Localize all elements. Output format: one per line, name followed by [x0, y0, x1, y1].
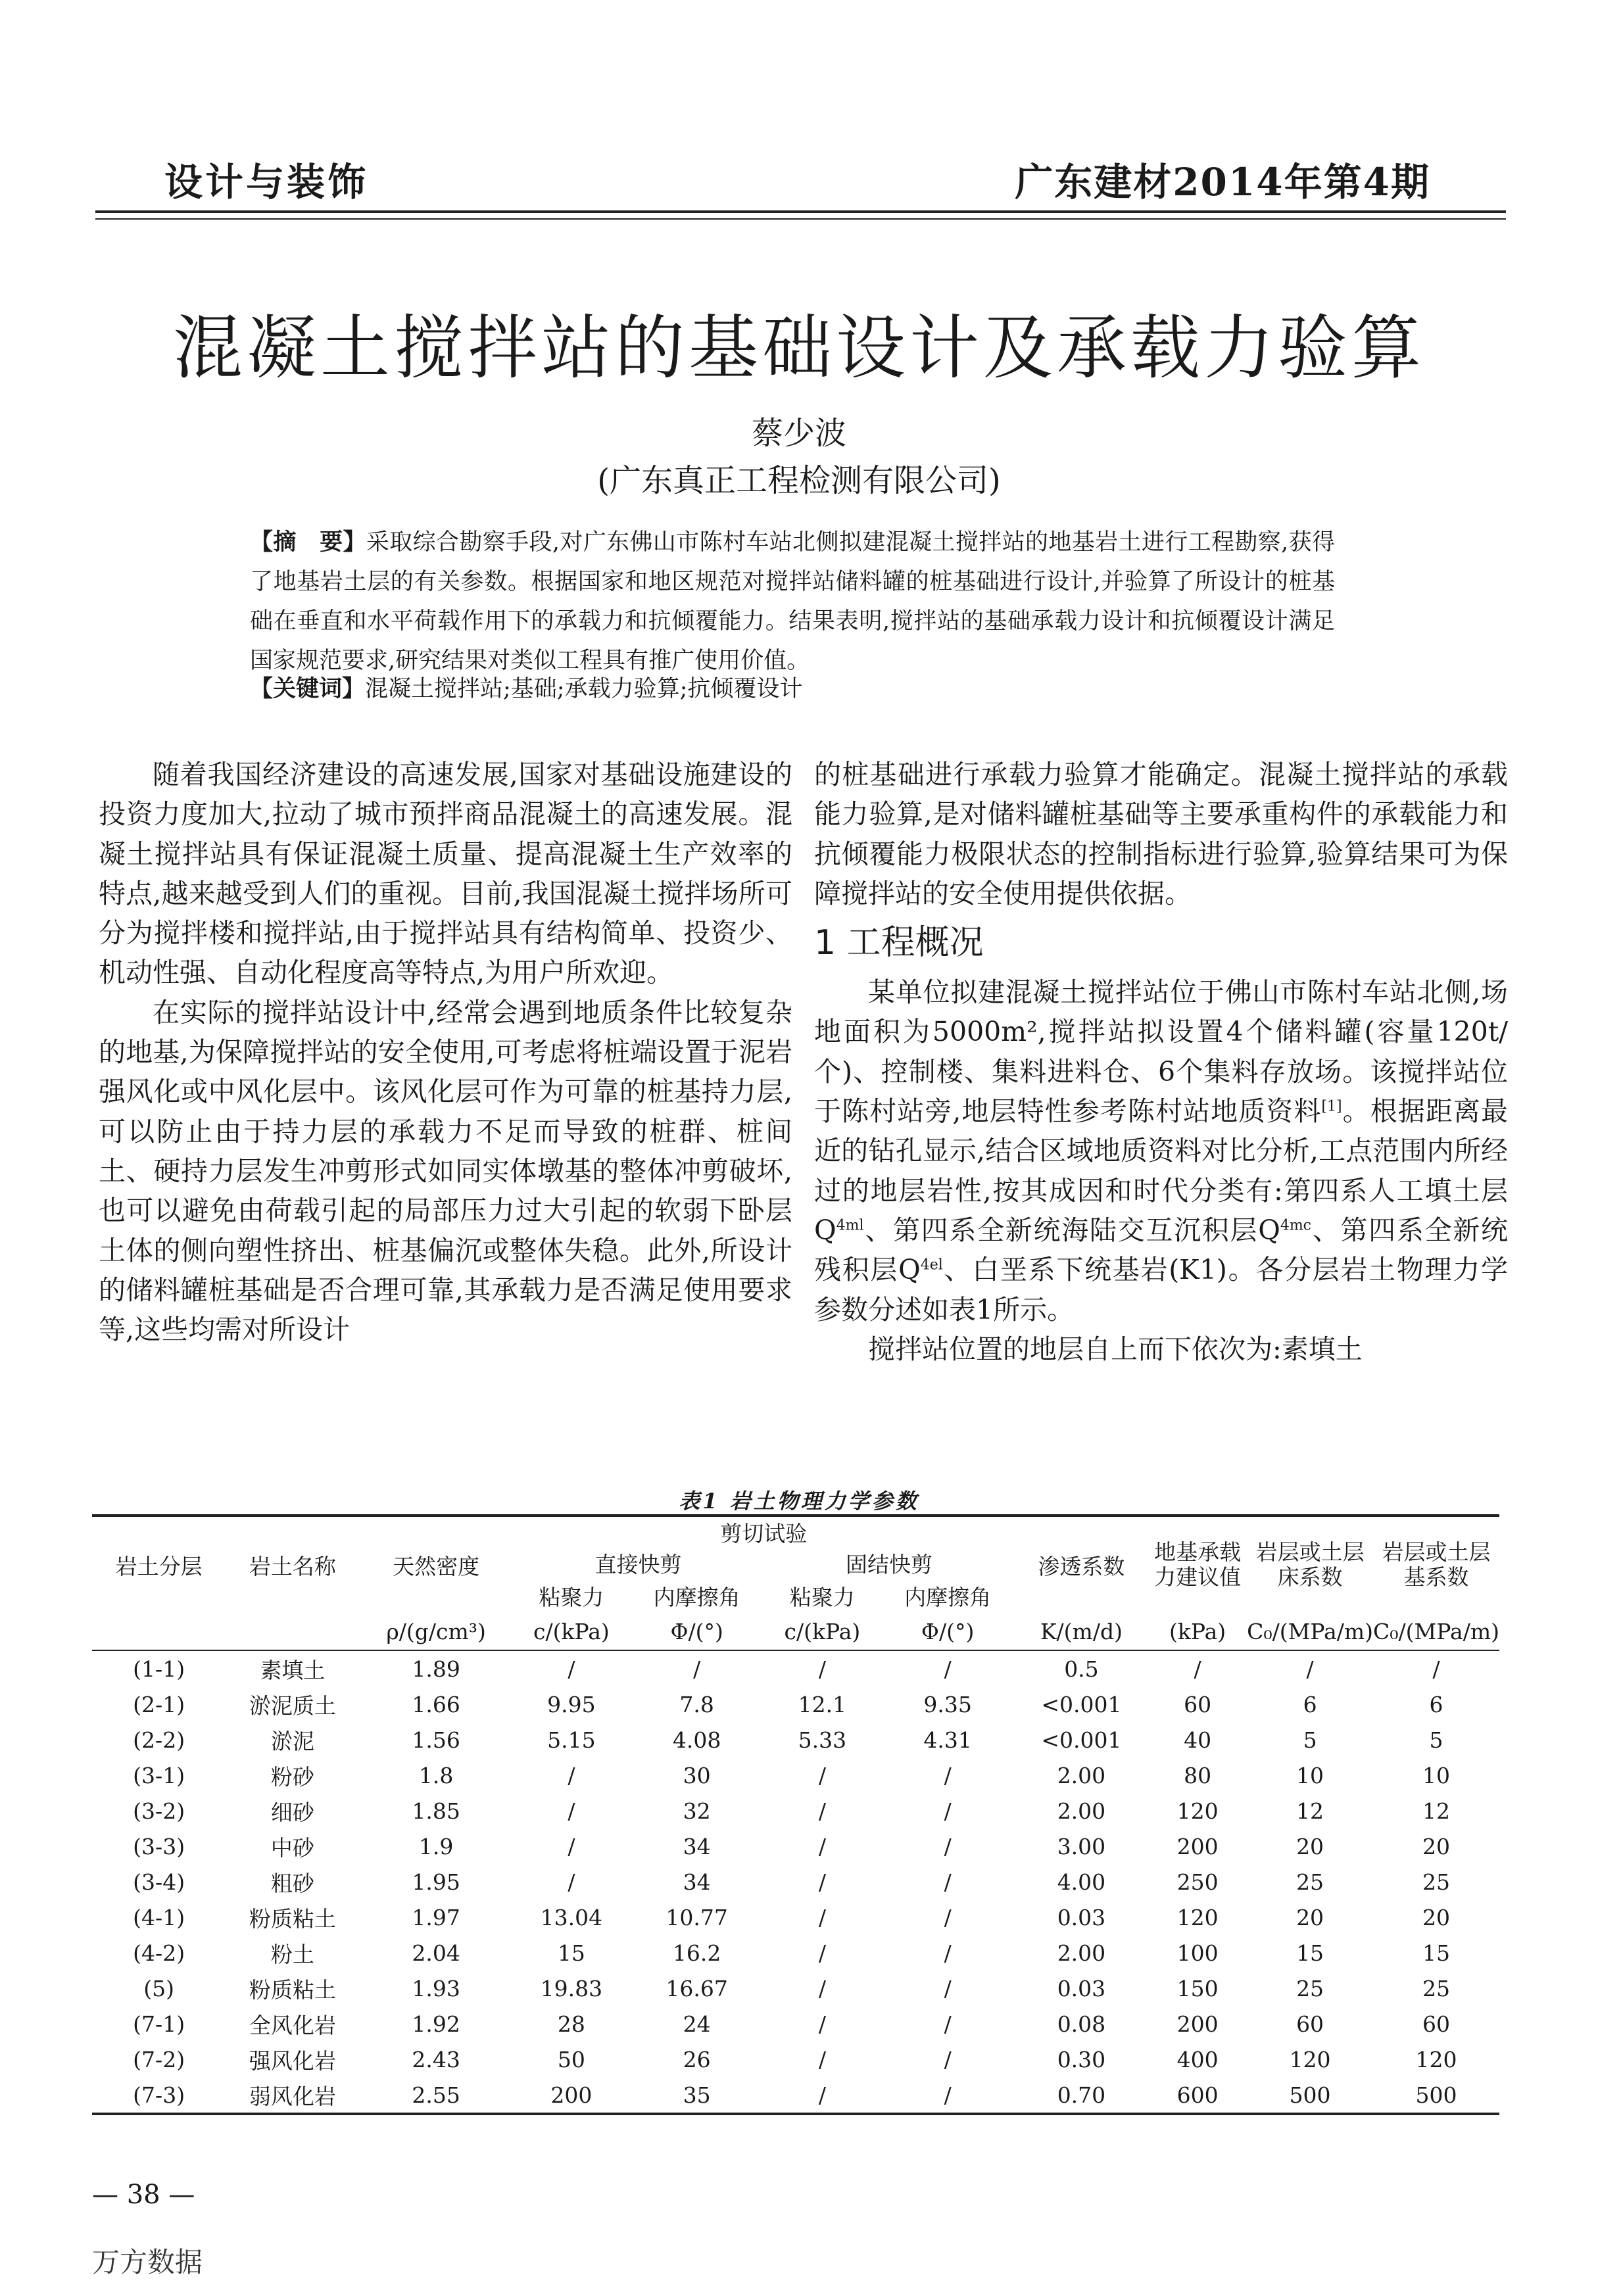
col-header-friction: 内摩擦角 [904, 1584, 992, 1610]
table-cell: (5) [143, 1975, 174, 2001]
table-cell: 0.03 [1057, 1975, 1106, 2001]
table-cell: / [818, 1656, 826, 1682]
table-cell: 粉土 [270, 1941, 314, 1967]
table-cell: / [944, 2046, 952, 2072]
paragraph: 搅拌站位置的地层自上而下依次为:素填土 [868, 1333, 1363, 1365]
table-cell: 34 [683, 1833, 711, 1859]
table-cell: / [568, 1833, 575, 1859]
table-body [92, 1650, 1499, 2114]
author: 蔡少波 [751, 415, 846, 452]
table-cell: 60 [1422, 2011, 1451, 2037]
table-cell: / [818, 1869, 826, 1895]
table-cell: 120 [1176, 1798, 1219, 1824]
unit-density: ρ/(g/cm³) [360, 1613, 513, 1650]
table-cell: 100 [1176, 1940, 1219, 1966]
table-cell: 4.08 [672, 1727, 721, 1753]
journal-issue: 广东建材2014年第4期 [1015, 160, 1430, 204]
table-cell: 2.55 [360, 2077, 513, 2114]
col-header-shear: 剪切试验 [513, 1516, 1015, 1548]
table-cell: 1.95 [412, 1869, 460, 1895]
table-cell: 26 [683, 2046, 711, 2072]
table-cell: 1.66 [412, 1691, 460, 1717]
table-cell: 6 [1303, 1691, 1317, 1717]
col-header-name: 岩土名称 [226, 1516, 359, 1613]
table-cell: 50 [557, 2046, 585, 2072]
table-cell: 12 [1296, 1798, 1324, 1824]
keywords-text: 混凝土搅拌站;基础;承载力验算;抗倾覆设计 [365, 676, 803, 702]
table-cell: 60 [1296, 2011, 1324, 2037]
table-cell: (3-4) [133, 1869, 185, 1895]
table-cell: 细砂 [270, 1799, 314, 1825]
table-cell: / [818, 2046, 826, 2072]
table-cell: 20 [1422, 1833, 1451, 1859]
table-row [92, 2077, 1499, 2114]
table-cell: 0.5 [1064, 1656, 1099, 1682]
table-cell: 15 [557, 1940, 585, 1966]
table-cell: 粗砂 [270, 1870, 314, 1896]
table-cell: 1.93 [412, 1975, 460, 2001]
text-run: 、白垩系下统基岩(K1)。各分层岩土物理力学参数分述如表1所示。 [814, 1254, 1508, 1326]
table-cell: (2-1) [133, 1691, 185, 1717]
table-cell: 2.00 [1057, 1940, 1106, 1966]
col-header-friction: 内摩擦角 [653, 1584, 740, 1610]
table-cell: 粉质粘土 [249, 1976, 336, 2003]
col-header-base-coef: 岩层或土层基系数 [1373, 1516, 1499, 1613]
table-cell: / [944, 1869, 952, 1895]
table-cell: / [1194, 1656, 1201, 1682]
col-header-layer: 岩土分层 [92, 1516, 226, 1613]
table-row [92, 1650, 1499, 1686]
table-cell: 20 [1296, 1833, 1324, 1859]
header-rule [95, 210, 1506, 213]
table-cell: 250 [1176, 1869, 1219, 1895]
table-cell: / [944, 1975, 952, 2001]
table-cell: / [818, 1940, 826, 1966]
table-cell: 1.97 [412, 1904, 460, 1930]
table-cell: 12.1 [798, 1691, 847, 1717]
table-cell: 3.00 [1057, 1833, 1106, 1859]
table-cell: (3-2) [133, 1798, 185, 1824]
unit-bearing: (kPa) [1148, 1613, 1247, 1650]
table-cell: / [944, 1904, 952, 1930]
abstract-text: 采取综合勘察手段,对广东佛山市陈村车站北侧拟建混凝土搅拌站的地基岩土进行工程勘察,获得了地基岩土层的有关参数。根据国家和地区规范对搅拌站储料罐的桩基础进行设计,并验算了所设计的桩基础在垂直和水平荷载作用下的承载力和抗倾覆能力。结果表明,搅拌站的基础承载力设计和抗倾覆设计满足国家规范要求,研究结果对类似工程具有推广使用价值。 [250, 529, 1335, 674]
table-cell: 0.03 [1057, 1904, 1106, 1930]
table-cell: 20 [1422, 1904, 1451, 1930]
table-cell: 12 [1422, 1798, 1451, 1824]
table-cell: 5 [1303, 1727, 1317, 1753]
table-row [92, 2042, 1499, 2077]
table-cell: / [818, 2011, 826, 2037]
table-cell: 5.15 [547, 1727, 596, 1753]
table-cell: 4.00 [1057, 1869, 1106, 1895]
table-cell: / [881, 2077, 1015, 2114]
table-cell: 素填土 [260, 1657, 326, 1683]
table-cell: 80 [1184, 1762, 1212, 1788]
table-cell: / [818, 1975, 826, 2001]
table-cell: 16.2 [672, 1940, 721, 1966]
table-row [92, 1900, 1499, 1935]
table-cell: / [944, 1762, 952, 1788]
affiliation: (广东真正工程检测有限公司) [597, 462, 1001, 499]
table-row [92, 1686, 1499, 1722]
table-cell: 34 [683, 1869, 711, 1895]
journal-section: 设计与装饰 [164, 160, 369, 204]
table-cell: (3-3) [133, 1833, 185, 1859]
table-cell: 5 [1429, 1727, 1443, 1753]
table-cell: 1.85 [412, 1798, 460, 1824]
table-cell: (2-2) [133, 1727, 185, 1753]
table-row [92, 2006, 1499, 2042]
table-cell: 600 [1148, 2077, 1247, 2114]
table-cell: 20 [1296, 1904, 1324, 1930]
table-cell: (4-2) [133, 1940, 185, 1966]
table-cell: 粉砂 [270, 1763, 314, 1790]
table-cell: (7-3) [92, 2077, 226, 2114]
table-cell: / [1432, 1656, 1440, 1682]
table-cell: 25 [1422, 1869, 1451, 1895]
col-header-cohesion: 粘聚力 [789, 1584, 855, 1610]
table-cell: / [763, 2077, 881, 2114]
table-row [92, 1758, 1499, 1793]
table-cell: <0.001 [1041, 1727, 1122, 1753]
table-cell: 15 [1296, 1940, 1324, 1966]
table-cell: 2.00 [1057, 1762, 1106, 1788]
unit-cell [226, 1613, 359, 1650]
col-header-direct-shear: 直接快剪 [594, 1552, 682, 1577]
table-cell: 1.9 [418, 1833, 454, 1859]
table-cell: 13.04 [540, 1904, 603, 1930]
table-cell: / [1306, 1656, 1314, 1682]
table-cell: 200 [513, 2077, 630, 2114]
table-cell: 200 [1176, 1833, 1219, 1859]
table-cell: 2.43 [412, 2046, 460, 2072]
table-cell: 2.04 [412, 1940, 460, 1966]
table-cell: 10.77 [666, 1904, 728, 1930]
table-cell: 0.70 [1015, 2077, 1148, 2114]
body-column-right [814, 755, 1508, 1369]
table-cell: 全风化岩 [249, 2012, 336, 2038]
table-cell: 0.08 [1057, 2011, 1106, 2037]
table-cell: / [568, 1762, 575, 1788]
table-cell: / [693, 1656, 701, 1682]
keywords [250, 669, 1335, 709]
table-cell: 1.56 [412, 1727, 460, 1753]
unit-cohesion: c/(kPa) [763, 1613, 881, 1650]
superscript: 4el [920, 1256, 943, 1274]
table-cell: 500 [1247, 2077, 1373, 2114]
table-cell: 1.89 [412, 1656, 460, 1682]
table-cell: / [568, 1798, 575, 1824]
table-cell: (4-1) [133, 1904, 185, 1930]
table-cell: (7-1) [133, 2011, 185, 2037]
page-number: — 38 — [92, 2180, 195, 2210]
table-row [92, 1829, 1499, 1864]
table-cell: / [944, 1940, 952, 1966]
table-row [92, 1722, 1499, 1758]
table-cell: 粉质粘土 [249, 1905, 336, 1932]
table-row [92, 1793, 1499, 1829]
table-cell: 24 [683, 2011, 711, 2037]
citation: [1] [1321, 1098, 1342, 1115]
section-heading: 1 工程概况 [814, 923, 984, 963]
table-cell: 120 [1289, 2046, 1331, 2072]
table-cell: / [818, 1762, 826, 1788]
table-cell: 25 [1296, 1975, 1324, 2001]
table-cell: 200 [1176, 2011, 1219, 2037]
col-header-bearing: 地基承载力建议值 [1148, 1516, 1247, 1613]
paragraph: 在实际的搅拌站设计中,经常会遇到地质条件比较复杂的地基,为保障搅拌站的安全使用,可考虑将桩端设置于泥岩强风化或中风化层中。该风化层可作为可靠的桩基持力层,可以防止由于持力层的承载力不足而导致的桩群、桩间土、硬持力层发生冲剪形式如同实体墩基的整体冲剪破坏,也可以避免由荷载引起的局部压力过大引起的软弱下卧层土体的侧向塑性挤出、桩基偏沉或整体失稳。此外,所设计的储料罐桩基础是否合理可靠,其承载力是否满足使用要求等,这些均需对所设计 [99, 996, 792, 1346]
col-header-consolidated-shear: 固结快剪 [846, 1552, 933, 1577]
unit-permeability: K/(m/d) [1015, 1613, 1148, 1650]
table-row [92, 1864, 1499, 1900]
col-header-cohesion: 粘聚力 [539, 1584, 604, 1610]
table-cell: 9.35 [923, 1691, 972, 1717]
table-caption: 表1 岩土物理力学参数 [679, 1489, 919, 1514]
table-cell: / [818, 1904, 826, 1930]
table-cell: 28 [557, 2011, 585, 2037]
unit-bed-coef: C₀/(MPa/m) [1247, 1613, 1373, 1650]
table-cell: 4.31 [923, 1727, 972, 1753]
table-row [92, 1971, 1499, 2006]
table-cell: 25 [1422, 1975, 1451, 2001]
unit-base-coef: C₀/(MPa/m) [1373, 1613, 1499, 1650]
table-cell: 150 [1176, 1975, 1219, 2001]
table-cell: 32 [683, 1798, 711, 1824]
paragraph: 随着我国经济建设的高速发展,国家对基础设施建设的投资力度加大,拉动了城市预拌商品混凝土的高速发展。混凝土搅拌站具有保证混凝土质量、提高混凝土生产效率的特点,越来越受到人们的重视。目前,我国混凝土搅拌场所可分为搅拌楼和搅拌站,由于搅拌站具有结构简单、投资少、机动性强、自动化程度高等特点,为用户所欢迎。 [99, 759, 792, 989]
table-cell: 500 [1373, 2077, 1499, 2114]
abstract [250, 523, 1335, 681]
table-cell: 120 [1415, 2046, 1457, 2072]
col-header-bed-coef: 岩层或土层床系数 [1247, 1516, 1373, 1613]
paragraph: 的桩基础进行承载力验算才能确定。混凝土搅拌站的承载能力验算,是对储料罐桩基础等主要承重构件的承载能力和抗倾覆能力极限状态的控制指标进行验算,验算结果可为保障搅拌站的安全使用提供依据。 [814, 759, 1508, 909]
table-cell: 1.92 [412, 2011, 460, 2037]
table-cell: / [944, 2011, 952, 2037]
table-cell: 淤泥 [270, 1728, 314, 1754]
text-run: 某单位拟建混凝土搅拌站位于佛山市陈村车站北侧,场地面积为5000m²,搅拌站拟设置4个储料罐(容量120t/个)、控制楼、集料进料仓、6个集料存放场。该搅拌站位于陈村站旁,地层特性参考陈村站地质资料 [814, 976, 1508, 1128]
table-cell: / [818, 1798, 826, 1824]
table-cell: 400 [1176, 2046, 1219, 2072]
table-cell: 30 [683, 1762, 711, 1788]
keywords-label: 【关键词】 [250, 676, 366, 702]
unit-cohesion: c/(kPa) [513, 1613, 630, 1650]
table-cell: 60 [1184, 1691, 1212, 1717]
table-cell: 10 [1296, 1762, 1324, 1788]
paragraph [814, 972, 1508, 1329]
col-header-permeability: 渗透系数 [1015, 1516, 1148, 1613]
table-cell: 6 [1429, 1691, 1443, 1717]
header-rule-thin [95, 218, 1506, 220]
table-cell: / [944, 1798, 952, 1824]
table-cell: / [944, 1833, 952, 1859]
table-cell: (1-1) [133, 1656, 185, 1682]
table-cell: / [568, 1656, 575, 1682]
abstract-label: 【摘 要】 [250, 529, 366, 556]
table-cell: / [818, 1833, 826, 1859]
table-cell: 9.95 [547, 1691, 596, 1717]
col-header-density: 天然密度 [360, 1516, 513, 1613]
unit-friction: Φ/(°) [881, 1613, 1015, 1650]
soil-parameters-table [92, 1514, 1499, 2115]
unit-cell [92, 1613, 226, 1650]
text-run: 。根据距离最近的钻孔显示,结合区域地质资料对比分析,工点范围内所经过的地层岩性,按其成因和时代分类有:第四系人工填土层Q [814, 1095, 1509, 1246]
paper-title: 混凝土搅拌站的基础设计及承载力验算 [173, 308, 1425, 389]
unit-friction: Φ/(°) [630, 1613, 763, 1650]
table-cell: 弱风化岩 [226, 2077, 359, 2114]
table-cell: 16.67 [666, 1975, 728, 2001]
table-cell: 强风化岩 [249, 2047, 336, 2074]
table-cell: 15 [1422, 1940, 1451, 1966]
text-run: 、第四系全新统残积层Q [814, 1214, 1508, 1286]
table-cell: 0.30 [1057, 2046, 1106, 2072]
table-cell: <0.001 [1041, 1691, 1122, 1717]
table-cell: 40 [1184, 1727, 1212, 1753]
table-cell: 25 [1296, 1869, 1324, 1895]
table-cell: 5.33 [798, 1727, 847, 1753]
superscript: 4mc [1280, 1217, 1312, 1234]
superscript: 4ml [836, 1217, 864, 1234]
table-cell: (7-2) [133, 2046, 185, 2072]
table-cell: (3-1) [133, 1762, 185, 1788]
table-cell: 1.8 [418, 1762, 454, 1788]
table-cell: 35 [630, 2077, 763, 2114]
table-cell: 2.00 [1057, 1798, 1106, 1824]
table-cell: 中砂 [270, 1834, 314, 1861]
body-column-left [99, 755, 792, 1349]
table-cell: / [568, 1869, 575, 1895]
watermark: 万方数据 [92, 2246, 203, 2278]
table-cell: 淤泥质土 [249, 1692, 336, 1719]
table-cell: 120 [1176, 1904, 1219, 1930]
table-row [92, 1935, 1499, 1971]
text-run: 、第四系全新统海陆交互沉积层Q [863, 1214, 1280, 1246]
table-cell: 19.83 [540, 1975, 603, 2001]
table-cell: / [944, 1656, 952, 1682]
table-cell: 10 [1422, 1762, 1451, 1788]
table-cell: 7.8 [679, 1691, 714, 1717]
